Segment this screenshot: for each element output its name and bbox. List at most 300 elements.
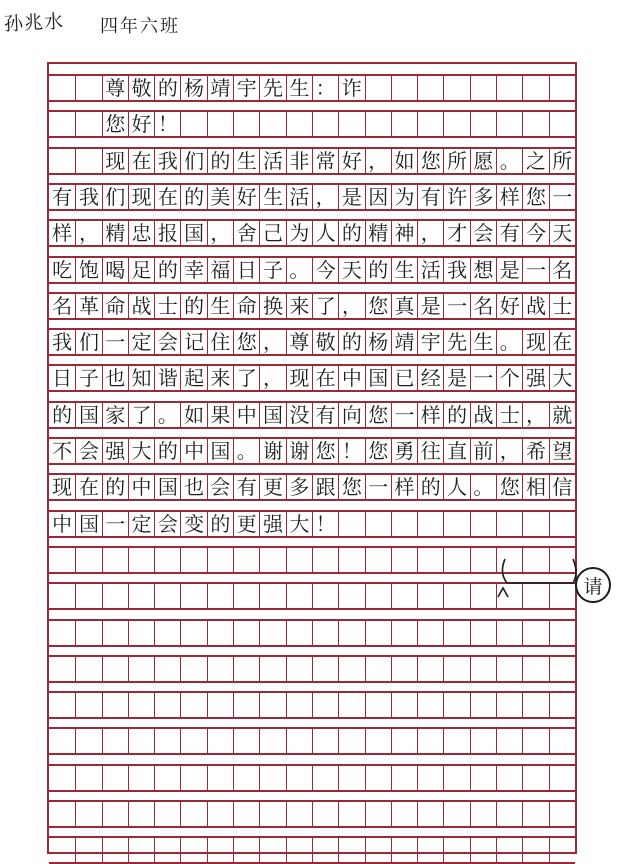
grid-cell: 国 [259,403,285,427]
grid-cell [338,112,364,136]
grid-cell [417,548,443,572]
grid-cell: 您 [417,149,443,173]
grid-cell [154,693,180,717]
grid-cell [549,76,575,100]
grid-cell [365,76,391,100]
grid-cell: 愿 [470,149,496,173]
grid-cell [496,657,522,681]
grid-cell: 相 [522,475,548,499]
grid-cell [75,621,101,645]
grid-cell [207,584,233,608]
grid-cell [391,729,417,753]
grid-cell: 精 [102,221,128,245]
grid-cell: 活 [417,258,443,282]
grid-cell: ， [207,221,233,245]
grid-cell: 人 [443,475,469,499]
grid-cell [49,112,75,136]
grid-cell [75,766,101,790]
grid-cell [338,802,364,826]
grid-cell [365,766,391,790]
grid-cell [207,621,233,645]
grid-cell: 。 [496,330,522,354]
grid-cell: 一 [443,294,469,318]
grid-cell [259,766,285,790]
grid-cell: 士 [496,403,522,427]
grid-cell: 尊 [286,330,312,354]
grid-cell: 。 [154,403,180,427]
grid-cell: 一 [470,366,496,390]
grid-cell [496,729,522,753]
grid-cell: 国 [365,366,391,390]
grid-cell: 没 [286,403,312,427]
grid-row [49,546,575,574]
grid-cell [286,657,312,681]
grid-cell [365,584,391,608]
grid-cell [496,802,522,826]
grid-cell: 名 [52,293,73,318]
grid-cell [233,657,259,681]
grid-cell: 士 [549,294,575,318]
grid-cell: 您 [365,294,391,318]
grid-row [49,147,575,175]
grid-cell [259,621,285,645]
grid-cell [365,657,391,681]
grid-cell [496,838,522,862]
grid-cell: 好 [496,294,522,318]
grid-cell [207,693,233,717]
grid-cell [259,729,285,753]
grid-cell: 所 [549,149,575,173]
grid-cell: 的 [417,475,443,499]
grid-cell [391,766,417,790]
grid-cell: 了 [312,294,338,318]
grid-cell: 您 [102,112,128,136]
grid-cell [312,766,338,790]
grid-cell: 样 [417,403,443,427]
grid-cell [128,548,154,572]
grid-cell [233,584,259,608]
grid-cell: 。 [496,149,522,173]
grid-row [49,691,575,719]
grid-cell [286,729,312,753]
grid-cell: 您 [496,475,522,499]
grid-cell: 。 [470,475,496,499]
grid-cell [549,112,575,136]
grid-cell [338,766,364,790]
grid-cell [312,112,338,136]
grid-cell [312,838,338,862]
grid-cell [522,766,548,790]
grid-row [49,183,575,211]
grid-cell: 我 [154,149,180,173]
grid-cell: 样 [496,185,522,209]
grid-cell: 已 [391,366,417,390]
grid-cell: 也 [102,366,128,390]
grid-cell [49,657,75,681]
grid-cell: 想 [470,258,496,282]
grid-cell [522,112,548,136]
grid-cell [549,729,575,753]
grid-cell [49,802,75,826]
grid-cell: 的 [338,330,364,354]
grid-cell [338,621,364,645]
grid-cell: 的 [102,475,128,499]
grid-cell: 大 [286,512,312,536]
grid-cell [312,621,338,645]
grid-cell: 如 [180,403,206,427]
grid-row [49,437,575,465]
grid-cell [443,512,469,536]
grid-cell [549,802,575,826]
grid-cell [286,548,312,572]
caret-insertion-mark [496,585,510,599]
grid-cell: 我 [52,330,73,355]
grid-cell: 在 [312,366,338,390]
grid-cell: 子 [259,258,285,282]
grid-cell [75,657,101,681]
grid-cell: 己 [259,221,285,245]
grid-cell: 有 [496,221,522,245]
grid-cell: 现 [522,330,548,354]
grid-cell: 饱 [75,258,101,282]
grid-cell [312,693,338,717]
grid-cell: 一 [365,475,391,499]
grid-cell: 子 [75,366,101,390]
grid-cell [207,548,233,572]
grid-cell: 一 [522,258,548,282]
grid-cell: ， [338,294,364,318]
grid-cell [496,693,522,717]
grid-cell: 您 [365,403,391,427]
grid-cell [128,584,154,608]
grid-cell: 的 [154,439,180,463]
grid-cell [496,512,522,536]
grid-cell: 的 [180,294,206,318]
grid-cell: 个 [496,366,522,390]
grid-cell: 国 [180,221,206,245]
grid-cell [365,802,391,826]
grid-cell: 为 [286,221,312,245]
grid-cell: 杨 [180,76,206,100]
grid-row [49,110,575,138]
grid-cell: 信 [549,475,575,499]
grid-cell [391,657,417,681]
grid-cell: 望 [549,439,575,463]
grid-cell [75,693,101,717]
grid-cell [417,112,443,136]
grid-cell [102,802,128,826]
grid-cell: ， [417,221,443,245]
grid-cell: 是 [338,185,364,209]
grid-cell: 大 [549,366,575,390]
grid-cell [391,584,417,608]
grid-cell [154,802,180,826]
grid-cell: ， [259,366,285,390]
grid-cell [443,584,469,608]
grid-cell [443,802,469,826]
grid-cell [154,838,180,862]
grid-cell [365,548,391,572]
grid-cell: 会 [75,439,101,463]
grid-cell: 国 [207,439,233,463]
grid-cell: 许 [443,185,469,209]
grid-cell: 名 [549,258,575,282]
grid-cell [470,584,496,608]
grid-cell: 今 [522,221,548,245]
grid-row [49,328,575,356]
grid-cell: 好 [128,112,154,136]
grid-cell [522,657,548,681]
grid-cell: 足 [128,258,154,282]
grid-cell [180,766,206,790]
grid-cell: 现 [286,366,312,390]
grid-cell: 直 [443,439,469,463]
grid-cell: 会 [154,330,180,354]
grid-row [49,836,575,864]
grid-cell: 一 [391,403,417,427]
grid-cell: 的 [154,76,180,100]
grid-cell [49,838,75,862]
grid-cell: 了 [233,366,259,390]
grid-cell [286,766,312,790]
grid-cell: 舍 [233,221,259,245]
grid-row [49,256,575,284]
grid-cell [233,621,259,645]
page-header [0,4,617,46]
grid-cell [417,693,443,717]
grid-cell: 会 [154,512,180,536]
grid-cell [391,693,417,717]
grid-cell: 生 [391,258,417,282]
grid-cell: 因 [365,185,391,209]
grid-cell: 诈 [338,76,364,100]
grid-cell: 中 [128,475,154,499]
grid-cell [102,838,128,862]
grid-cell [417,729,443,753]
grid-cell: 靖 [391,330,417,354]
grid-cell: 您 [312,439,338,463]
grid-cell: 精 [365,221,391,245]
grid-cell [365,512,391,536]
grid-cell: 前 [470,439,496,463]
grid-cell [470,766,496,790]
grid-cell: 革 [75,294,101,318]
grid-cell [443,838,469,862]
grid-cell: 神 [391,221,417,245]
grid-cell: 先 [443,330,469,354]
grid-cell: 今 [312,258,338,282]
grid-cell: 有 [52,184,73,209]
grid-cell [154,584,180,608]
grid-cell [207,112,233,136]
grid-cell: 常 [312,149,338,173]
grid-cell: 大 [128,439,154,463]
grid-cell [470,802,496,826]
grid-cell [233,729,259,753]
grid-cell: 生 [259,185,285,209]
grid-row [49,473,575,501]
grid-cell [470,76,496,100]
grid-cell [312,729,338,753]
grid-row [49,800,575,828]
grid-cell: 的 [52,402,73,427]
grid-cell [49,149,75,173]
grid-cell: 就 [549,403,575,427]
grid-cell [102,729,128,753]
grid-cell: 如 [391,149,417,173]
grid-cell: 先 [259,76,285,100]
grid-cell [75,584,101,608]
grid-cell [75,149,101,173]
grid-cell: 。 [286,258,312,282]
composition-grid-paper [47,62,577,854]
grid-row [49,655,575,683]
grid-cell: ， [312,185,338,209]
grid-cell [286,621,312,645]
grid-cell: 定 [128,330,154,354]
grid-cell: 中 [52,511,73,536]
grid-cell [207,729,233,753]
grid-cell [338,838,364,862]
grid-cell [312,548,338,572]
grid-cell [443,766,469,790]
grid-cell [496,621,522,645]
grid-cell: 现 [52,475,73,500]
grid-cell [417,766,443,790]
grid-cell [102,621,128,645]
grid-cell: 好 [233,185,259,209]
grid-cell: 宇 [233,76,259,100]
grid-cell [522,512,548,536]
grid-cell: 向 [338,403,364,427]
grid-cell: 战 [128,294,154,318]
grid-cell [49,76,75,100]
grid-row [49,764,575,792]
grid-cell [49,693,75,717]
grid-row [49,364,575,392]
grid-cell [259,657,285,681]
grid-cell [154,766,180,790]
grid-cell [180,621,206,645]
grid-cell [365,729,391,753]
grid-cell: 不 [52,439,73,463]
grid-cell [417,512,443,536]
grid-cell [522,838,548,862]
grid-cell: 士 [154,294,180,318]
grid-cell [102,584,128,608]
grid-row [49,292,575,320]
grid-cell [180,838,206,862]
grid-cell [49,766,75,790]
grid-cell: 一 [549,185,575,209]
grid-cell: 的 [207,512,233,536]
grid-cell: 所 [443,149,469,173]
grid-cell: 。 [233,439,259,463]
grid-cell: 有 [417,185,443,209]
grid-cell: 起 [180,366,206,390]
grid-cell: ！ [338,439,364,463]
grid-cell [338,693,364,717]
grid-cell [154,548,180,572]
grid-cell: 战 [470,403,496,427]
grid-cell: 谢 [286,439,312,463]
grid-cell: 美 [207,185,233,209]
grid-cell [549,766,575,790]
grid-cell [286,584,312,608]
grid-cell [259,802,285,826]
grid-cell: 多 [470,185,496,209]
grid-cell: 杨 [365,330,391,354]
grid-cell: 现 [128,185,154,209]
grid-cell: 家 [102,403,128,427]
grid-cell [522,729,548,753]
grid-cell [443,621,469,645]
grid-cell [75,729,101,753]
grid-cell [49,548,75,572]
grid-cell: 命 [102,294,128,318]
grid-cell [102,657,128,681]
grid-cell [417,657,443,681]
grid-cell: 有 [233,475,259,499]
grid-cell [259,693,285,717]
grid-cell [75,76,101,100]
grid-cell [391,838,417,862]
grid-cell: 中 [180,439,206,463]
grid-cell [549,657,575,681]
grid-row [49,510,575,538]
grid-cell [233,112,259,136]
grid-row [49,74,575,102]
grid-cell [49,621,75,645]
class-name: 四年六班 [100,16,180,37]
grid-cell: 忠 [128,221,154,245]
grid-cell [470,657,496,681]
grid-cell: 往 [417,439,443,463]
grid-row [49,727,575,755]
grid-cell [207,838,233,862]
grid-cell: 活 [286,185,312,209]
grid-cell: ， [365,149,391,173]
grid-cell: 的 [180,185,206,209]
grid-cell: 靖 [207,76,233,100]
grid-cell: 天 [549,221,575,245]
grid-cell: 生 [286,76,312,100]
grid-cell [128,693,154,717]
grid-cell [128,657,154,681]
grid-cell: 人 [312,221,338,245]
grid-cell [207,802,233,826]
grid-cell [496,76,522,100]
grid-cell [102,548,128,572]
grid-cell: 在 [154,185,180,209]
grid-cell: 样 [52,221,73,246]
grid-cell [549,693,575,717]
grid-cell: 的 [207,149,233,173]
grid-cell: 会 [470,221,496,245]
grid-cell [443,729,469,753]
grid-cell [233,802,259,826]
grid-cell [154,657,180,681]
grid-cell [365,838,391,862]
grid-cell [180,548,206,572]
grid-cell [259,548,285,572]
grid-cell: 真 [391,294,417,318]
grid-cell [391,548,417,572]
grid-cell: 在 [75,475,101,499]
grid-cell: 您 [365,439,391,463]
grid-cell [286,802,312,826]
grid-cell: 非 [286,149,312,173]
